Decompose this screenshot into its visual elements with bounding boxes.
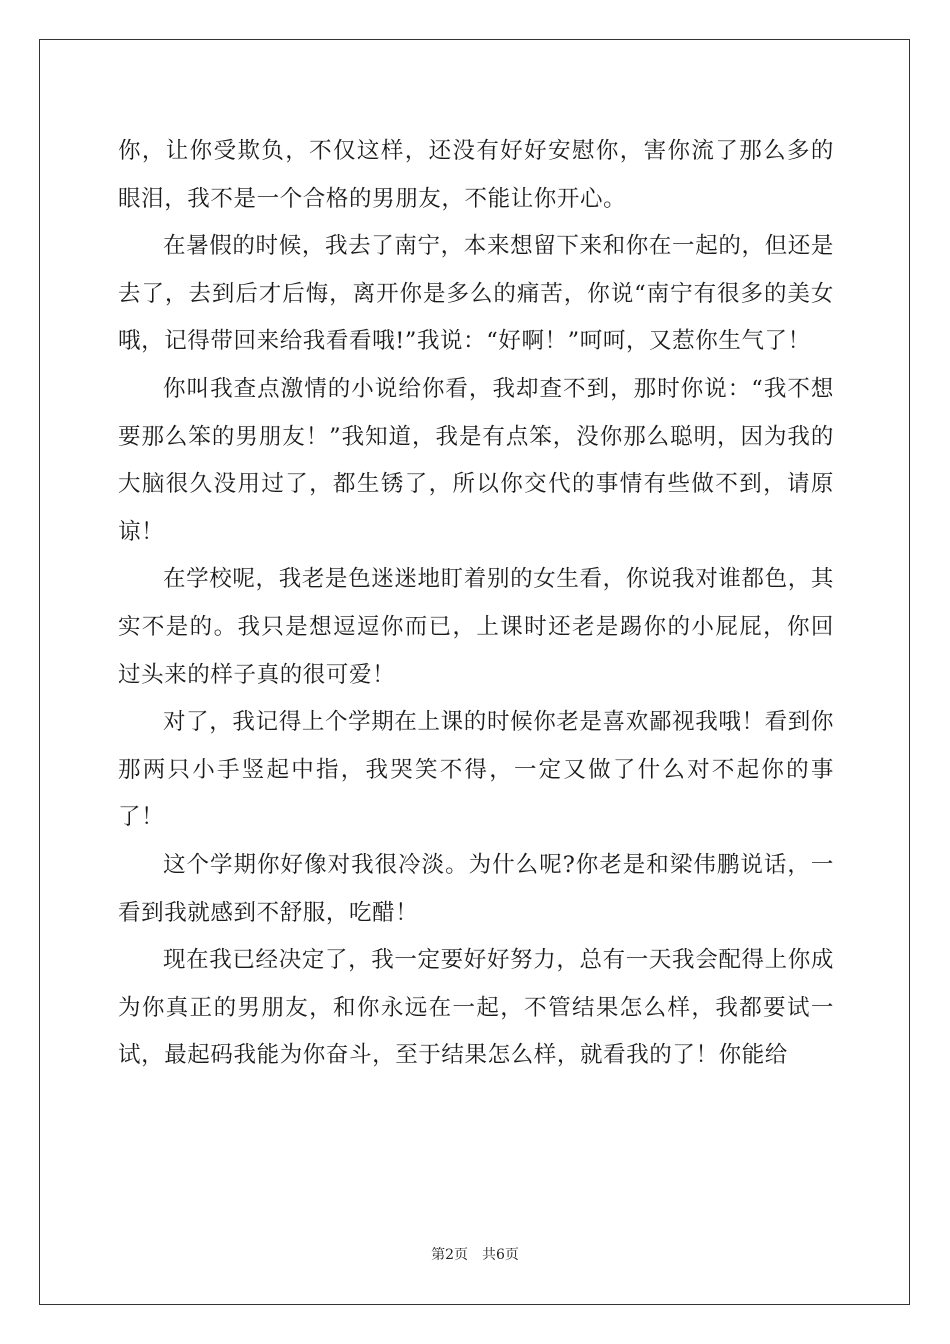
current-page-number: 第2页 xyxy=(431,1247,468,1263)
paragraph-2: 在暑假的时候，我去了南宁，本来想留下来和你在一起的，但还是去了，去到后才后悔，离开你是多么的痛苦，你说“南宁有很多的美女哦，记得带回来给我看看哦!”我说：“好啊！”呵呵，又惹你生气了！ xyxy=(118,233,834,355)
paragraph-6: 这个学期你好像对我很冷淡。为什么呢?你老是和梁伟鹏说话，一看到我就感到不舒服，吃醋！ xyxy=(118,851,834,926)
paragraph-3: 你叫我查点激情的小说给你看，我却查不到，那时你说：“我不想要那么笨的男朋友！”我知道，我是有点笨，没你那么聪明，因为我的大脑很久没用过了，都生锈了，所以你交代的事情有些做不到，请原谅！ xyxy=(118,375,834,545)
paragraph-5: 对了，我记得上个学期在上课的时候你老是喜欢鄙视我哦！看到你那两只小手竖起中指，我哭笑不得，一定又做了什么对不起你的事了！ xyxy=(118,709,834,831)
paragraph-7: 现在我已经决定了，我一定要好好努力，总有一天我会配得上你成为你真正的男朋友，和你永远在一起，不管结果怎么样，我都要试一试，最起码我能为你奋斗，至于结果怎么样，就看我的了！你能给 xyxy=(118,947,834,1069)
page-footer xyxy=(0,1246,950,1264)
document-body xyxy=(118,128,834,1080)
total-page-count: 共6页 xyxy=(482,1247,519,1263)
paragraph-4: 在学校呢，我老是色迷迷地盯着别的女生看，你说我对谁都色，其实不是的。我只是想逗逗你而已，上课时还老是踢你的小屁屁，你回过头来的样子真的很可爱！ xyxy=(118,566,834,688)
paragraph-1: 你，让你受欺负，不仅这样，还没有好好安慰你，害你流了那么多的眼泪，我不是一个合格的男朋友，不能让你开心。 xyxy=(118,138,834,212)
